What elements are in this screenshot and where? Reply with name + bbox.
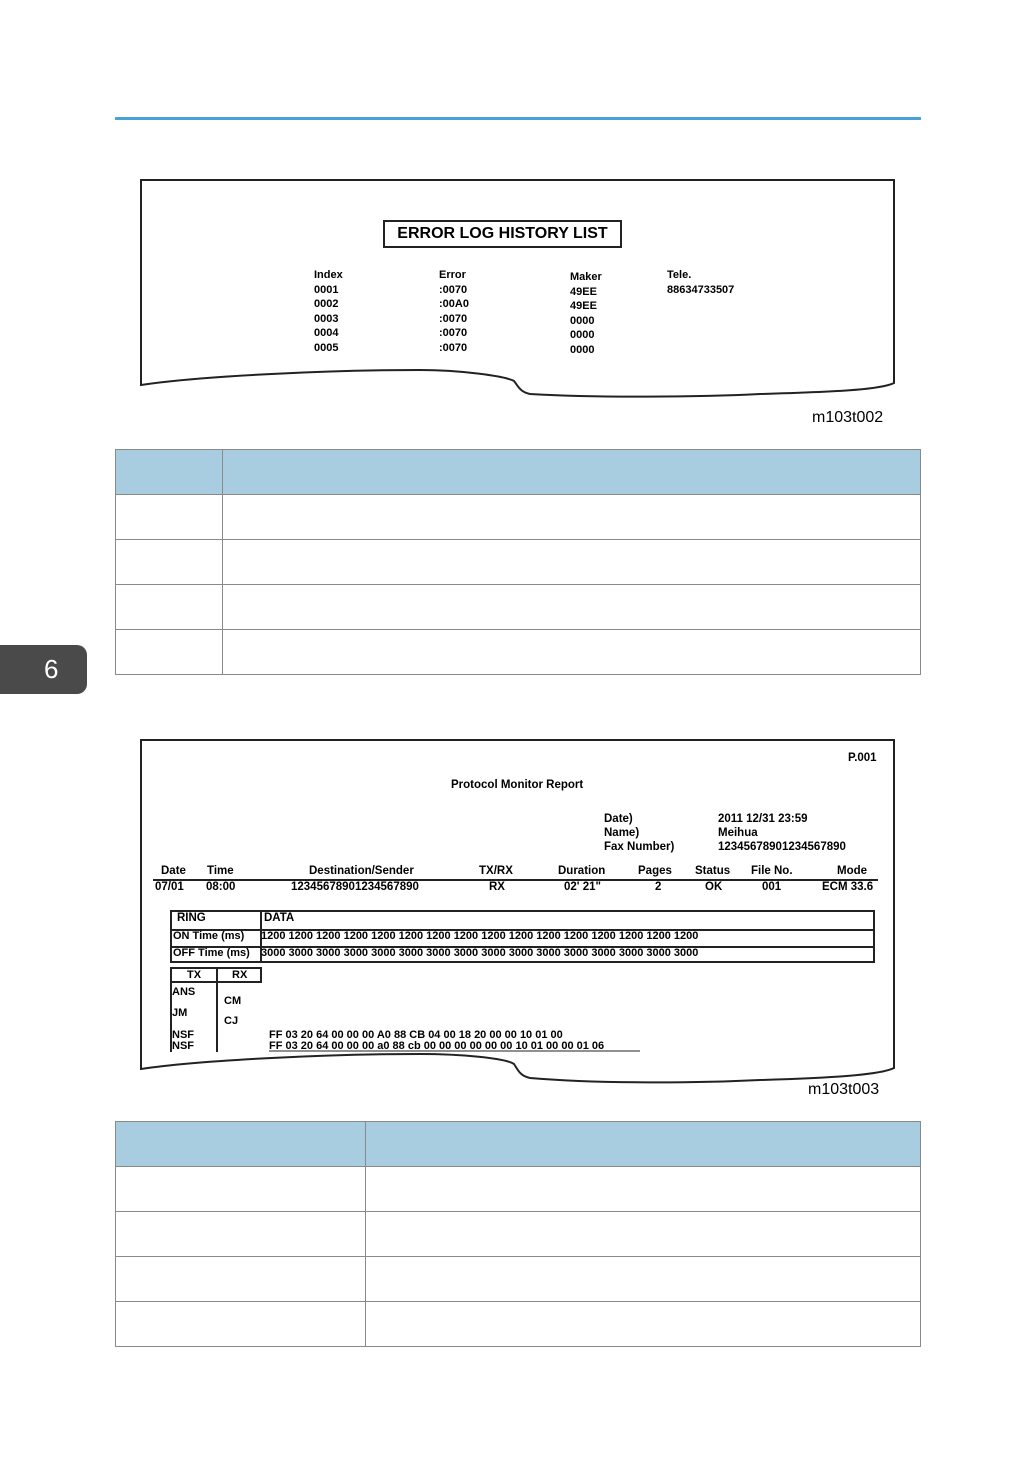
table-cell — [116, 1167, 366, 1212]
ans-signal: ANS — [172, 986, 196, 998]
table-row — [116, 1212, 921, 1257]
ring-label: RING — [177, 912, 206, 924]
list-item: 0003 — [314, 312, 339, 325]
fax-value: 12345678901234567890 — [718, 841, 846, 853]
error-log-title: ERROR LOG HISTORY LIST — [383, 220, 622, 248]
table-header-cell — [366, 1122, 921, 1167]
list-item: :0070 — [439, 312, 468, 325]
row-mode: ECM 33.6 — [822, 881, 874, 893]
table-row — [116, 1167, 921, 1212]
list-item: 0002 — [314, 298, 339, 311]
page-number: P.001 — [848, 752, 877, 764]
nsf-signal-1: NSF — [172, 1029, 194, 1041]
table-cell — [116, 1212, 366, 1257]
table-cell — [366, 1257, 921, 1302]
cj-signal: CJ — [224, 1015, 239, 1027]
name-label: Name) — [604, 827, 640, 839]
nsf-data-2: FF 03 20 64 00 00 00 a0 88 cb 00 00 00 00 00 00 10 01 00 00 01 06 — [269, 1040, 605, 1052]
table-row — [116, 1257, 921, 1302]
status-header: Status — [695, 865, 731, 877]
jm-signal: JM — [172, 1007, 188, 1019]
row-time: 08:00 — [206, 881, 236, 893]
table-cell — [366, 1212, 921, 1257]
list-item: 0005 — [314, 341, 339, 354]
on-time-label: ON Time (ms) — [173, 930, 245, 942]
list-item: :00A0 — [439, 298, 469, 311]
table-cell — [116, 1302, 366, 1347]
table-cell — [116, 1257, 366, 1302]
table-header-row — [116, 1122, 921, 1167]
figure-caption: m103t002 — [812, 409, 884, 426]
data-label: DATA — [264, 912, 295, 924]
file-no-header: File No. — [751, 865, 793, 877]
list-item: :0070 — [439, 341, 468, 354]
nsf-data-1: FF 03 20 64 00 00 00 A0 88 CB 04 00 18 20 00 00 10 01 00 — [269, 1029, 563, 1041]
cm-signal: CM — [224, 995, 242, 1007]
figure-caption: m103t003 — [808, 1081, 880, 1098]
mode-header: Mode — [837, 865, 868, 877]
nsf-signal-2: NSF — [172, 1040, 194, 1052]
chapter-number: 6 — [44, 654, 59, 684]
row-txrx: RX — [489, 881, 505, 893]
duration-header: Duration — [558, 865, 606, 877]
list-item: 0000 — [570, 329, 595, 342]
fax-label: Fax Number) — [604, 841, 675, 853]
maker-header: Maker — [570, 271, 602, 283]
report-title: Protocol Monitor Report — [451, 779, 584, 791]
date-label: Date) — [604, 813, 633, 825]
date-value: 2011 12/31 23:59 — [718, 813, 808, 825]
index-header: Index — [314, 269, 343, 281]
txrx-header: TX/RX — [479, 865, 513, 877]
list-item: 0001 — [314, 283, 339, 296]
list-item: 49EE — [570, 285, 597, 298]
list-item: 88634733507 — [667, 283, 735, 296]
time-header: Time — [207, 865, 234, 877]
table-cell — [366, 1167, 921, 1212]
list-item: 0000 — [570, 314, 595, 327]
pages-header: Pages — [638, 865, 672, 877]
off-time-label: OFF Time (ms) — [173, 947, 250, 959]
table-header-cell — [116, 1122, 366, 1167]
list-item: :0070 — [439, 327, 468, 340]
off-time-values: 3000 3000 3000 3000 3000 3000 3000 3000 3000 3000 3000 3000 3000 3000 3000 3000 — [261, 947, 699, 959]
list-item: :0070 — [439, 283, 468, 296]
list-item: 0004 — [314, 327, 339, 340]
table-row — [116, 1302, 921, 1347]
row-dest: 12345678901234567890 — [291, 881, 419, 893]
table-cell — [366, 1302, 921, 1347]
rx-label: RX — [232, 969, 248, 981]
error-header: Error — [439, 269, 466, 281]
on-time-values: 1200 1200 1200 1200 1200 1200 1200 1200 1200 1200 1200 1200 1200 1200 1200 1200 — [261, 930, 699, 942]
dest-header: Destination/Sender — [309, 865, 414, 877]
name-value: Meihua — [718, 827, 758, 839]
row-pages: 2 — [655, 881, 662, 893]
list-item: 0000 — [570, 343, 595, 356]
protocol-table — [115, 1121, 921, 1347]
date-header: Date — [161, 865, 186, 877]
tele-header: Tele. — [667, 269, 692, 281]
row-duration: 02' 21" — [564, 881, 601, 893]
list-item: 49EE — [570, 300, 597, 313]
row-status: OK — [705, 881, 723, 893]
row-file-no: 001 — [762, 881, 782, 893]
row-date: 07/01 — [155, 881, 184, 893]
tx-label: TX — [187, 969, 202, 981]
